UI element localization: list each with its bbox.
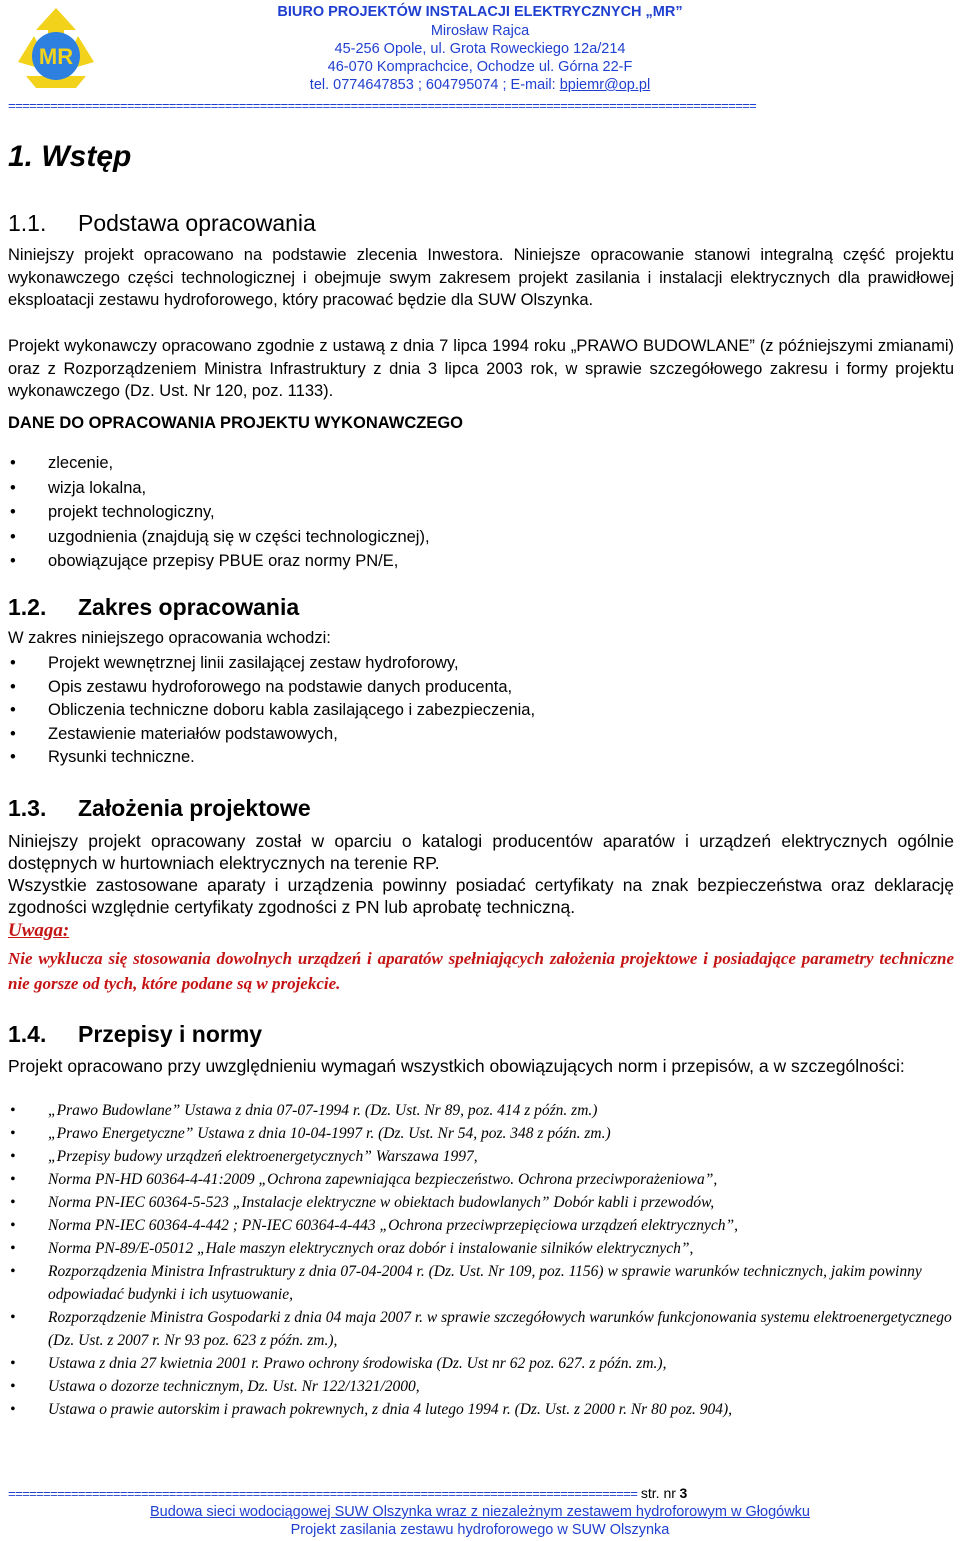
scope-list [8, 652, 954, 770]
list-item: • Norma PN-IEC 60364-5-523 „Instalacje elektryczne w obiektach budowlanych” Dobór kabli i przewodów, [8, 1191, 954, 1214]
list-item: • „Przepisy budowy urządzeń elektroenergetycznych” Warszawa 1997, [8, 1145, 954, 1168]
list-item: • Norma PN-IEC 60364-4-442 ; PN-IEC 60364-4-443 „Ochrona przeciwprzepięciowa urządzeń elektrycznych”, [8, 1214, 954, 1237]
heading-1-3 [8, 795, 311, 822]
heading-number: 1.1. [8, 210, 47, 236]
scope-intro: W zakres niniejszego opracowania wchodzi: [8, 629, 331, 647]
page-label: str. nr [640, 1485, 676, 1501]
warning-label: Uwaga: [8, 920, 70, 941]
warning-text: Nie wyklucza się stosowania dowolnych urządzeń i aparatów spełniających założenia projektowe i posiadające parametry techniczne nie gorsze od tych, które podane są w projekcie. [8, 949, 954, 993]
list-item: • Ustawa o prawie autorskim i prawach pokrewnych, z dnia 4 lutego 1994 r. (Dz. Ust. z 2000 r. Nr 80 poz. 904), [8, 1398, 954, 1421]
footer-line-1: Budowa sieci wodociągowej SUW Olszynka wraz z niezależnym zestawem hydroforowym w Głogówku [150, 1504, 810, 1520]
list-item: • Ustawa o dozorze technicznym, Dz. Ust. Nr 122/1321/2000, [8, 1375, 954, 1398]
address-line-1: 45-256 Opole, ul. Grota Roweckiego 12a/214 [334, 41, 626, 57]
list-item: • Zestawienie materiałów podstawowych, [8, 723, 954, 747]
list-item: • obowiązujące przepisy PBUE oraz normy PN/E, [8, 549, 954, 574]
heading-text: Założenia projektowe [78, 795, 311, 821]
company-logo [6, 4, 106, 92]
footer-rule: ========================================================================================== [8, 1486, 638, 1501]
list-item: • Ustawa z dnia 27 kwietnia 2001 r. Prawo ochrony środowiska (Dz. Ust nr 62 poz. 627. z późn. zm.), [8, 1352, 954, 1375]
section-title: 1. Wstęp [8, 140, 132, 173]
list-item: • Rysunki techniczne. [8, 746, 954, 770]
paragraph-legal-basis: Projekt wykonawczy opracowano zgodnie z ustawą z dnia 7 lipca 1994 roku „PRAWO BUDOWLANE” (z późniejszymi zmianami) oraz z Rozporządzeniem Ministra Infrastruktury z dnia 3 lipca 2003 rok, w sprawie szczegółowego zakresu i formy projektu wykonawczego (Dz. Ust. Nr 120, poz. 1133). [8, 337, 954, 400]
heading-text: Zakres opracowania [78, 594, 300, 620]
heading-text: Podstawa opracowania [78, 210, 316, 236]
heading-1-1 [8, 210, 316, 237]
svg-text:MR: MR [38, 44, 74, 69]
contact-line [220, 76, 740, 94]
company-name: BIURO PROJEKTÓW INSTALACJI ELEKTRYCZNYCH „MR” [277, 4, 683, 20]
heading-number: 1.2. [8, 594, 47, 620]
list-item: • Projekt wewnętrznej linii zasilającej zestaw hydroforowy, [8, 652, 954, 676]
list-item: • Rozporządzenie Ministra Gospodarki z dnia 04 maja 2007 r. w sprawie szczegółowych warunków funkcjonowania systemu elektroenergetycznego (Dz. Ust. z 2007 r. Nr 93 poz. 623 z późn. zm.), [8, 1306, 954, 1352]
list-item: • projekt technologiczny, [8, 500, 954, 525]
contact-text: tel. 0774647853 ; 604795074 ; E-mail: [309, 77, 560, 93]
list-item: • „Prawo Budowlane” Ustawa z dnia 07-07-1994 r. (Dz. Ust. Nr 89, poz. 414 z późn. zm.) [8, 1099, 954, 1122]
paragraph-certificates: Wszystkie zastosowane aparaty i urządzenia powinny posiadać certyfikaty na znak bezpieczeństwa oraz deklarację zgodności względnie certyfikaty zgodności z PN lub aprobatę techniczną. [8, 875, 954, 917]
list-item: • uzgodnienia (znajdują się w części technologicznej), [8, 525, 954, 550]
list-item: • Obliczenia techniczne doboru kabla zasilającego i zabezpieczenia, [8, 699, 954, 723]
list-item: • „Prawo Energetyczne” Ustawa z dnia 10-04-1997 r. (Dz. Ust. Nr 54, poz. 348 z późn. zm.) [8, 1122, 954, 1145]
input-data-list [8, 451, 954, 574]
paragraph-basis: Niniejszy projekt opracowano na podstawie zlecenia Inwestora. Niniejsze opracowanie stanowi integralną część projektu wykonawczego części technologicznej i obejmuje swym zakresem projekt zasilania i instalacji elektrycznych dla prawidłowej eksploatacji zestawu hydroforowego, który pracować będzie dla SUW Olszynka. [8, 246, 954, 309]
list-item: • zlecenie, [8, 451, 954, 476]
owner-name: Mirosław Rajca [430, 23, 530, 39]
list-item: • Norma PN-89/E-05012 „Hale maszyn elektrycznych oraz dobór i instalowanie silników elektrycznych”, [8, 1237, 954, 1260]
regulations-intro: Projekt opracowano przy uwzględnieniu wymagań wszystkich obowiązujących norm i przepisów, a w szczególności: [8, 1056, 905, 1076]
heading-1-4 [8, 1021, 262, 1048]
heading-text: Przepisy i normy [78, 1021, 263, 1047]
address-line-2: 46-070 Komprachcice, Ochodze ul. Górna 22-F [327, 59, 633, 75]
input-data-heading: DANE DO OPRACOWANIA PROJEKTU WYKONAWCZEGO [8, 414, 463, 432]
heading-number: 1.3. [8, 795, 47, 821]
footer-rule-line [8, 1485, 958, 1501]
heading-number: 1.4. [8, 1021, 47, 1047]
list-item: • wizja lokalna, [8, 476, 954, 501]
list-item: • Norma PN-HD 60364-4-41:2009 „Ochrona zapewniająca bezpieczeństwo. Ochrona przeciwporażeniowa”, [8, 1168, 954, 1191]
heading-1-2 [8, 594, 299, 621]
list-item: • Opis zestawu hydroforowego na podstawie danych producenta, [8, 676, 954, 700]
email-link[interactable]: bpiemr@op.pl [559, 77, 651, 93]
page-number: 3 [679, 1485, 688, 1501]
regulations-list [8, 1099, 954, 1421]
paragraph-catalogs: Niniejszy projekt opracowany został w oparciu o katalogi producentów aparatów i urządzeń elektrycznych ogólnie dostępnych w hurtowniach elektrycznych na terenie RP. [8, 831, 954, 873]
list-item: • Rozporządzenia Ministra Infrastruktury z dnia 07-04-2004 r. (Dz. Ust. Nr 109, poz. 1156) w sprawie warunków technicznych, jakim powinny odpowiadać budynki i ich usytuowanie, [8, 1260, 954, 1306]
footer-line-2: Projekt zasilania zestawu hydroforowego w SUW Olszynka [290, 1522, 670, 1538]
header-rule: =========================================================================================================== [8, 98, 757, 112]
